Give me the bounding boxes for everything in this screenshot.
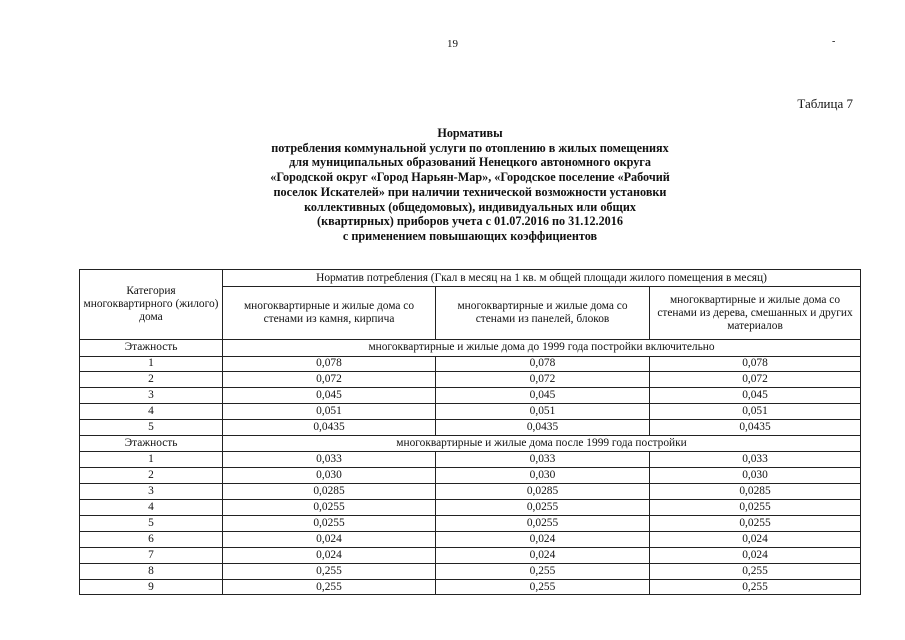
floor-cell: 3 [80, 388, 223, 404]
norm-value-cell: 0,030 [223, 468, 436, 484]
table-row [80, 356, 861, 372]
norm-value-cell: 0,030 [436, 468, 650, 484]
floor-cell: 6 [80, 531, 223, 547]
heading-line: для муниципальных образований Ненецкого автономного округа [289, 155, 651, 170]
section-row [80, 435, 861, 452]
table-row [80, 563, 861, 579]
norm-value-cell: 0,0255 [436, 500, 650, 516]
norm-value-cell: 0,255 [223, 563, 436, 579]
table-row [80, 388, 861, 404]
corner-mark: - [832, 36, 836, 47]
table-row [80, 500, 861, 516]
norm-value-cell: 0,045 [223, 388, 436, 404]
norm-value-cell: 0,072 [650, 372, 861, 388]
heading-line: поселок Искателей» при наличии технической возможности установки [273, 184, 667, 199]
table-row [80, 420, 861, 436]
norm-value-cell: 0,051 [436, 404, 650, 420]
norm-value-cell: 0,0435 [436, 420, 650, 436]
heading-line: коллективных (общедомовых), индивидуальных или общих [304, 199, 636, 214]
norm-value-cell: 0,024 [650, 531, 861, 547]
norm-value-cell: 0,0255 [223, 500, 436, 516]
table-row [80, 547, 861, 563]
norm-value-cell: 0,024 [223, 531, 436, 547]
floor-cell: 4 [80, 500, 223, 516]
norm-value-cell: 0,033 [223, 452, 436, 468]
norm-value-cell: 0,045 [436, 388, 650, 404]
norm-header: Норматив потребления (Гкал в месяц на 1 кв. м общей площади жилого помещения в месяц) [223, 270, 861, 287]
floor-cell: 5 [80, 420, 223, 436]
norm-value-cell: 0,0255 [223, 516, 436, 532]
floors-label: Этажность [80, 340, 223, 357]
floor-cell: 5 [80, 516, 223, 532]
floor-cell: 2 [80, 372, 223, 388]
norm-value-cell: 0,255 [650, 563, 861, 579]
heading-line: (квартирных) приборов учета с 01.07.2016 по 31.12.2016 [317, 214, 623, 229]
category-header: Категория многоквартирного (жилого) дома [80, 270, 223, 340]
norm-value-cell: 0,051 [223, 404, 436, 420]
floor-cell: 3 [80, 484, 223, 500]
norm-value-cell: 0,0255 [436, 516, 650, 532]
header-row [80, 270, 861, 287]
column-header-panels-blocks: многоквартирные и жилые дома со стенами из панелей, блоков [436, 287, 650, 340]
floor-cell: 8 [80, 563, 223, 579]
table-row [80, 484, 861, 500]
norm-value-cell: 0,045 [650, 388, 861, 404]
floor-cell: 7 [80, 547, 223, 563]
table-row [80, 516, 861, 532]
floor-cell: 1 [80, 452, 223, 468]
section-title: многоквартирные и жилые дома после 1999 года постройки [223, 435, 861, 452]
norm-value-cell: 0,024 [223, 547, 436, 563]
norm-value-cell: 0,0255 [650, 500, 861, 516]
norm-value-cell: 0,0255 [650, 516, 861, 532]
norm-value-cell: 0,078 [223, 356, 436, 372]
norm-value-cell: 0,024 [650, 547, 861, 563]
norm-value-cell: 0,030 [650, 468, 861, 484]
section-row [80, 340, 861, 357]
floor-cell: 2 [80, 468, 223, 484]
floor-cell: 4 [80, 404, 223, 420]
section-title: многоквартирные и жилые дома до 1999 года постройки включительно [223, 340, 861, 357]
heading-line: с применением повышающих коэффициентов [342, 228, 598, 243]
table-row [80, 452, 861, 468]
norms-table-body [80, 270, 861, 595]
norm-value-cell: 0,0285 [223, 484, 436, 500]
heading-line: «Городской округ «Город Нарьян-Мар», «Городское поселение «Рабочий [270, 170, 670, 185]
table-label: Таблица 7 [797, 96, 853, 111]
norm-value-cell: 0,0435 [223, 420, 436, 436]
norm-value-cell: 0,033 [436, 452, 650, 468]
norm-value-cell: 0,255 [650, 579, 861, 595]
document-heading [140, 126, 800, 244]
norm-value-cell: 0,255 [436, 563, 650, 579]
norms-table [79, 269, 861, 595]
floor-cell: 9 [80, 579, 223, 595]
column-header-stone-brick: многоквартирные и жилые дома со стенами из камня, кирпича [223, 287, 436, 340]
table-row [80, 404, 861, 420]
table-row [80, 372, 861, 388]
norm-value-cell: 0,078 [436, 356, 650, 372]
norm-value-cell: 0,0285 [650, 484, 861, 500]
norm-value-cell: 0,255 [223, 579, 436, 595]
norm-value-cell: 0,024 [436, 547, 650, 563]
norm-value-cell: 0,072 [223, 372, 436, 388]
norm-value-cell: 0,0285 [436, 484, 650, 500]
page-number: 19 [447, 38, 458, 50]
column-header-wood-mixed: многоквартирные и жилые дома со стенами из дерева, смешанных и других материалов [650, 287, 861, 340]
table-row [80, 531, 861, 547]
norm-value-cell: 0,078 [650, 356, 861, 372]
norm-value-cell: 0,255 [436, 579, 650, 595]
heading-title: Нормативы [437, 126, 503, 140]
heading-line: потребления коммунальной услуги по отоплению в жилых помещениях [271, 140, 669, 155]
floors-label: Этажность [80, 435, 223, 452]
table-row [80, 468, 861, 484]
norm-value-cell: 0,072 [436, 372, 650, 388]
norm-value-cell: 0,0435 [650, 420, 861, 436]
norm-value-cell: 0,024 [436, 531, 650, 547]
norm-value-cell: 0,051 [650, 404, 861, 420]
norm-value-cell: 0,033 [650, 452, 861, 468]
floor-cell: 1 [80, 356, 223, 372]
table-row [80, 579, 861, 595]
